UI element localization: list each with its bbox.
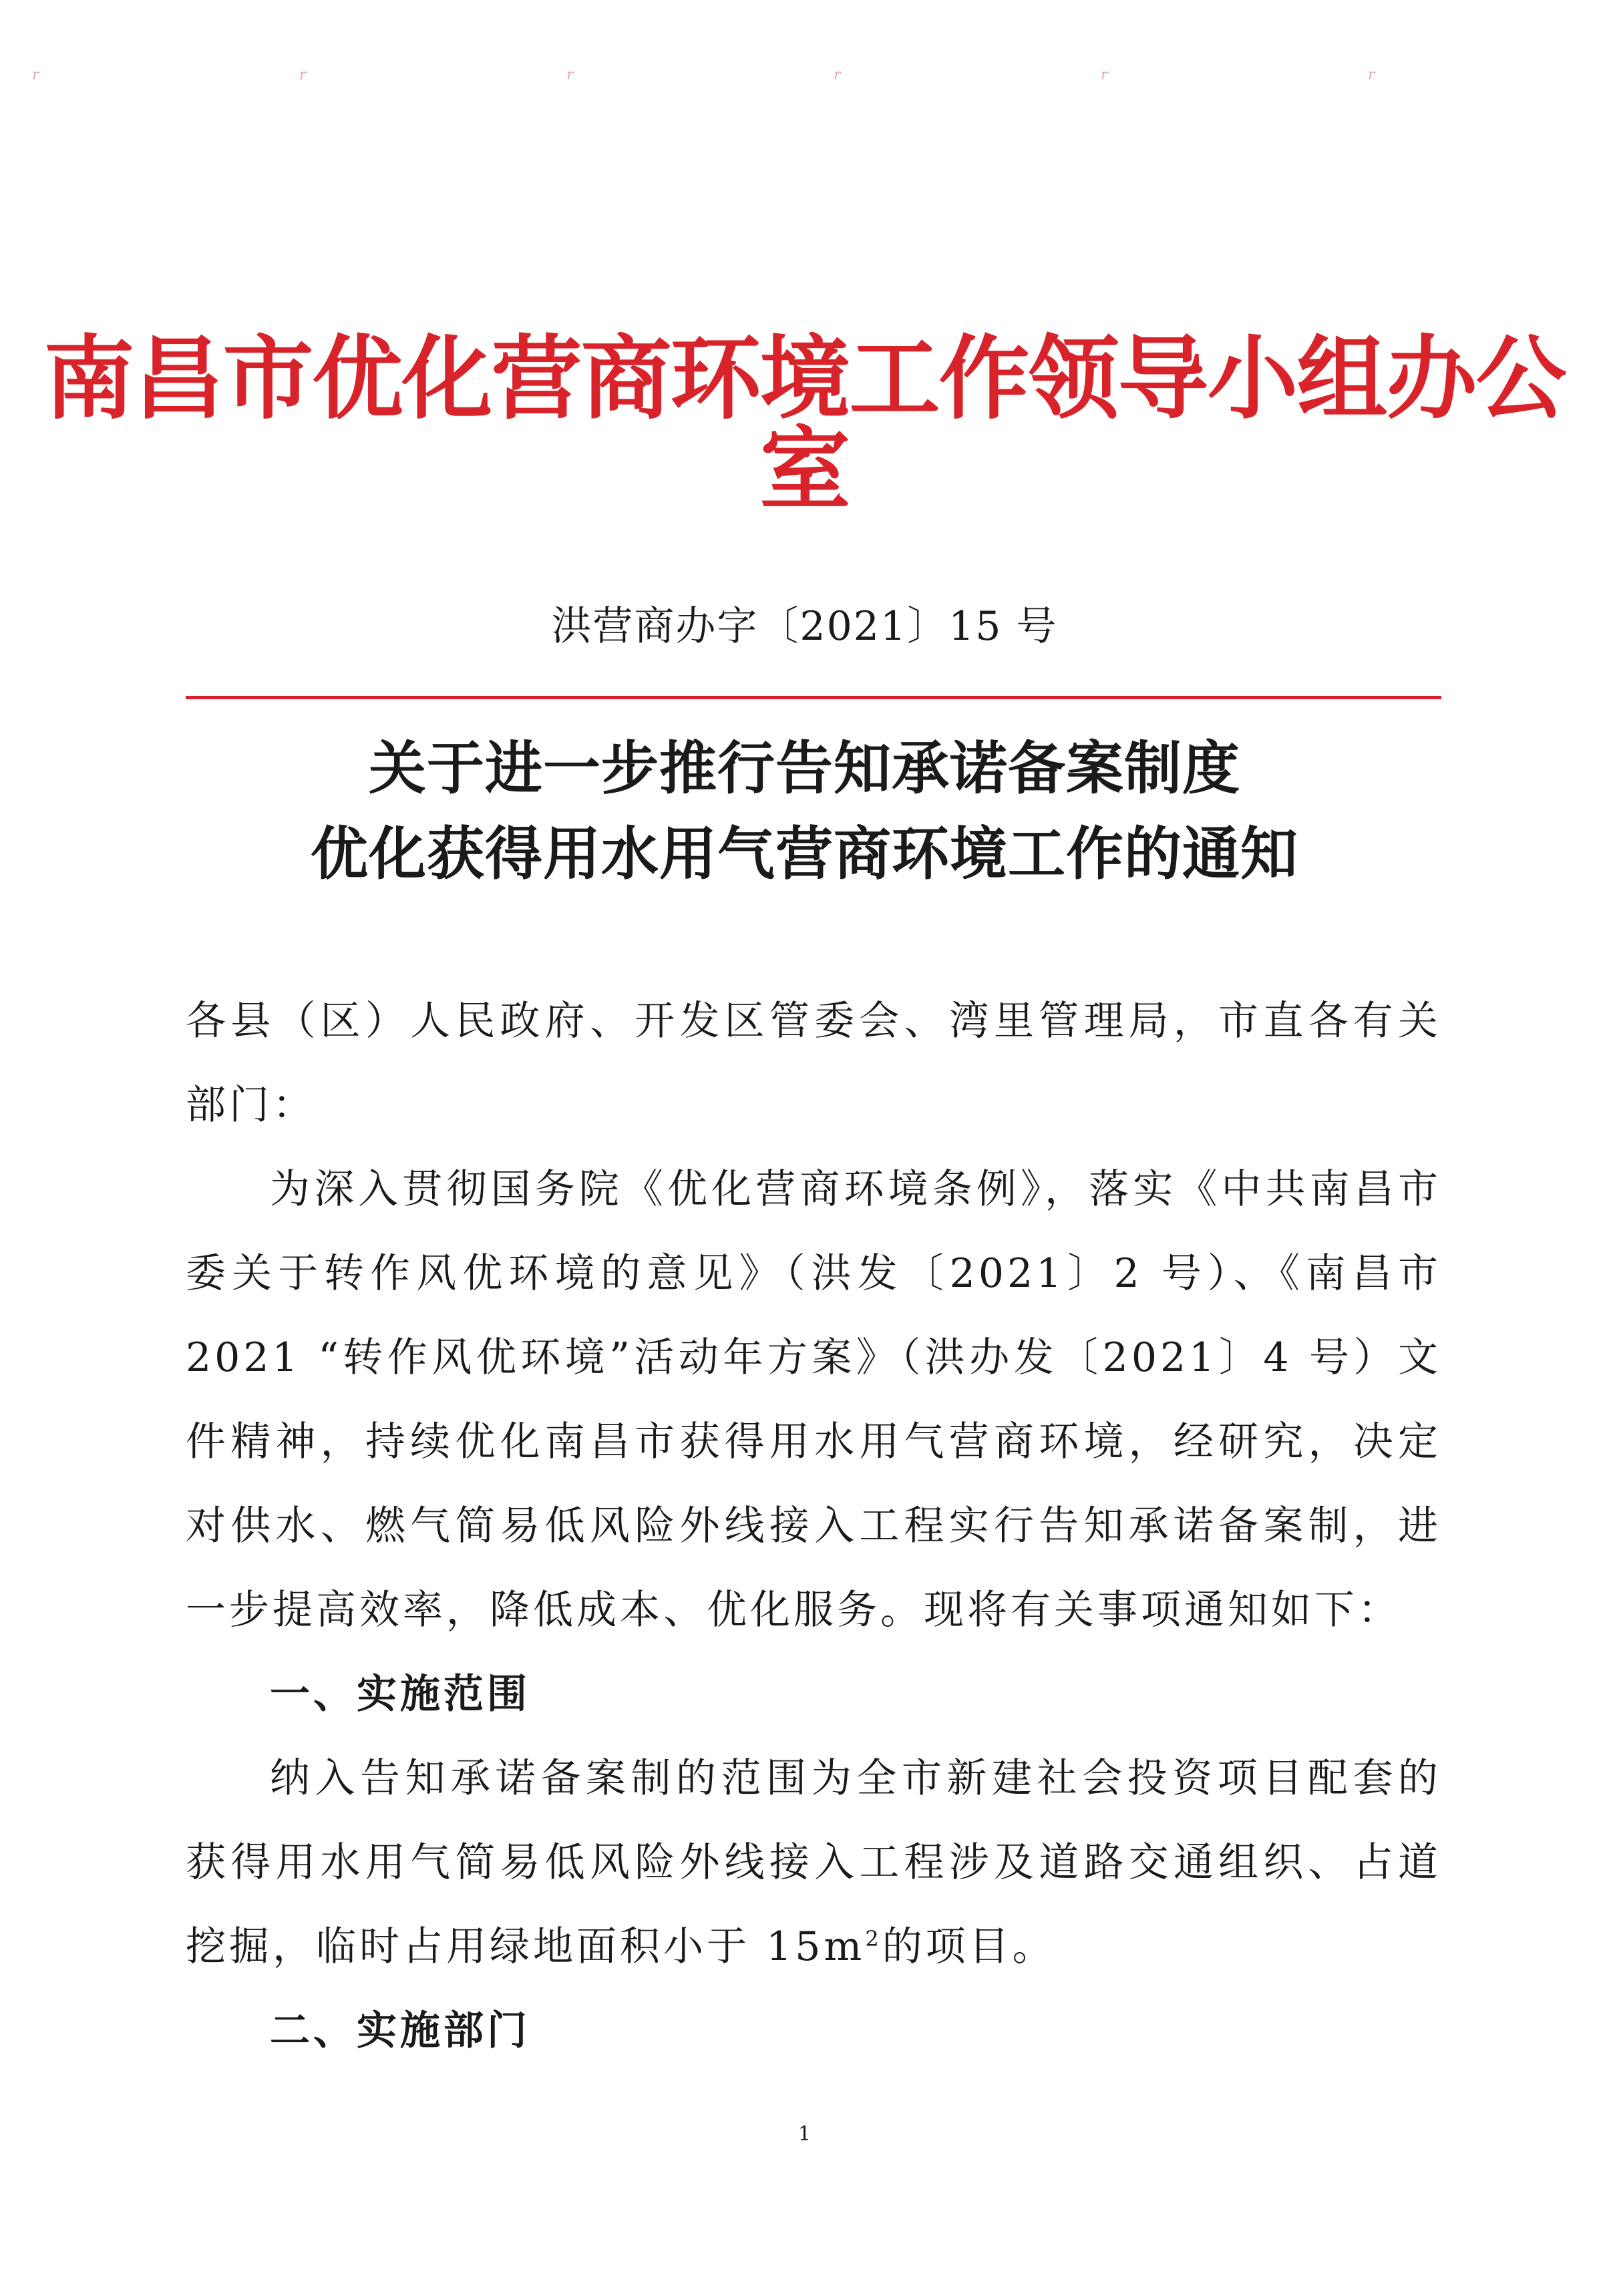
scan-mark: r (834, 67, 841, 83)
scope-paragraph (186, 1736, 1441, 1989)
issuing-organization-header: 南昌市优化营商环境工作领导小组办公室 (43, 327, 1566, 523)
scan-mark: r (32, 67, 39, 83)
document-title-line-1: 关于进一步推行告知承诺备案制度 (369, 735, 1240, 802)
section-heading-departments: 二、实施部门 (270, 2007, 530, 2054)
scan-mark: r (1368, 67, 1375, 83)
red-divider-line (186, 696, 1441, 699)
scope-text-end: 的项目。 (882, 1923, 1056, 1970)
page-number: 1 (797, 2122, 812, 2146)
scan-mark: r (566, 67, 574, 83)
document-body (186, 979, 1441, 2073)
scan-mark: r (299, 67, 307, 83)
scope-text: 纳入告知承诺备案制的范围为全市新建社会投资项目配套的获得用水用气简易低风险外线接入工程涉及道路交通组织、占道挖掘，临时占用绿地面积小于 15m (186, 1755, 1441, 1970)
scan-mark: r (1101, 67, 1108, 83)
document-title-line-2: 优化获得用水用气营商环境工作的通知 (311, 820, 1298, 888)
intro-paragraph: 为深入贯彻国务院《优化营商环境条例》，落实《中共南昌市委关于转作风优环境的意见》（洪发〔2021〕2 号）、《南昌市 2021 “转作风优环境”活动年方案》（洪办发〔2021〕4 号）文件精神，持续优化南昌市获得用水用气营商环境，经研究，决定对供水、燃气简易低风险外线接入工程实行告知承诺备案制，进一步提高效率，降低成本、优化服务。现将有关事项通知如下： (186, 1166, 1441, 1634)
section-heading-scope: 一、实施范围 (270, 1671, 530, 1718)
document-number: 洪营商办字〔2021〕15 号 (551, 603, 1058, 650)
recipient-line: 各县（区）人民政府、开发区管委会、湾里管理局，市直各有关部门： (186, 998, 1441, 1129)
superscript-square: 2 (865, 1926, 882, 1951)
